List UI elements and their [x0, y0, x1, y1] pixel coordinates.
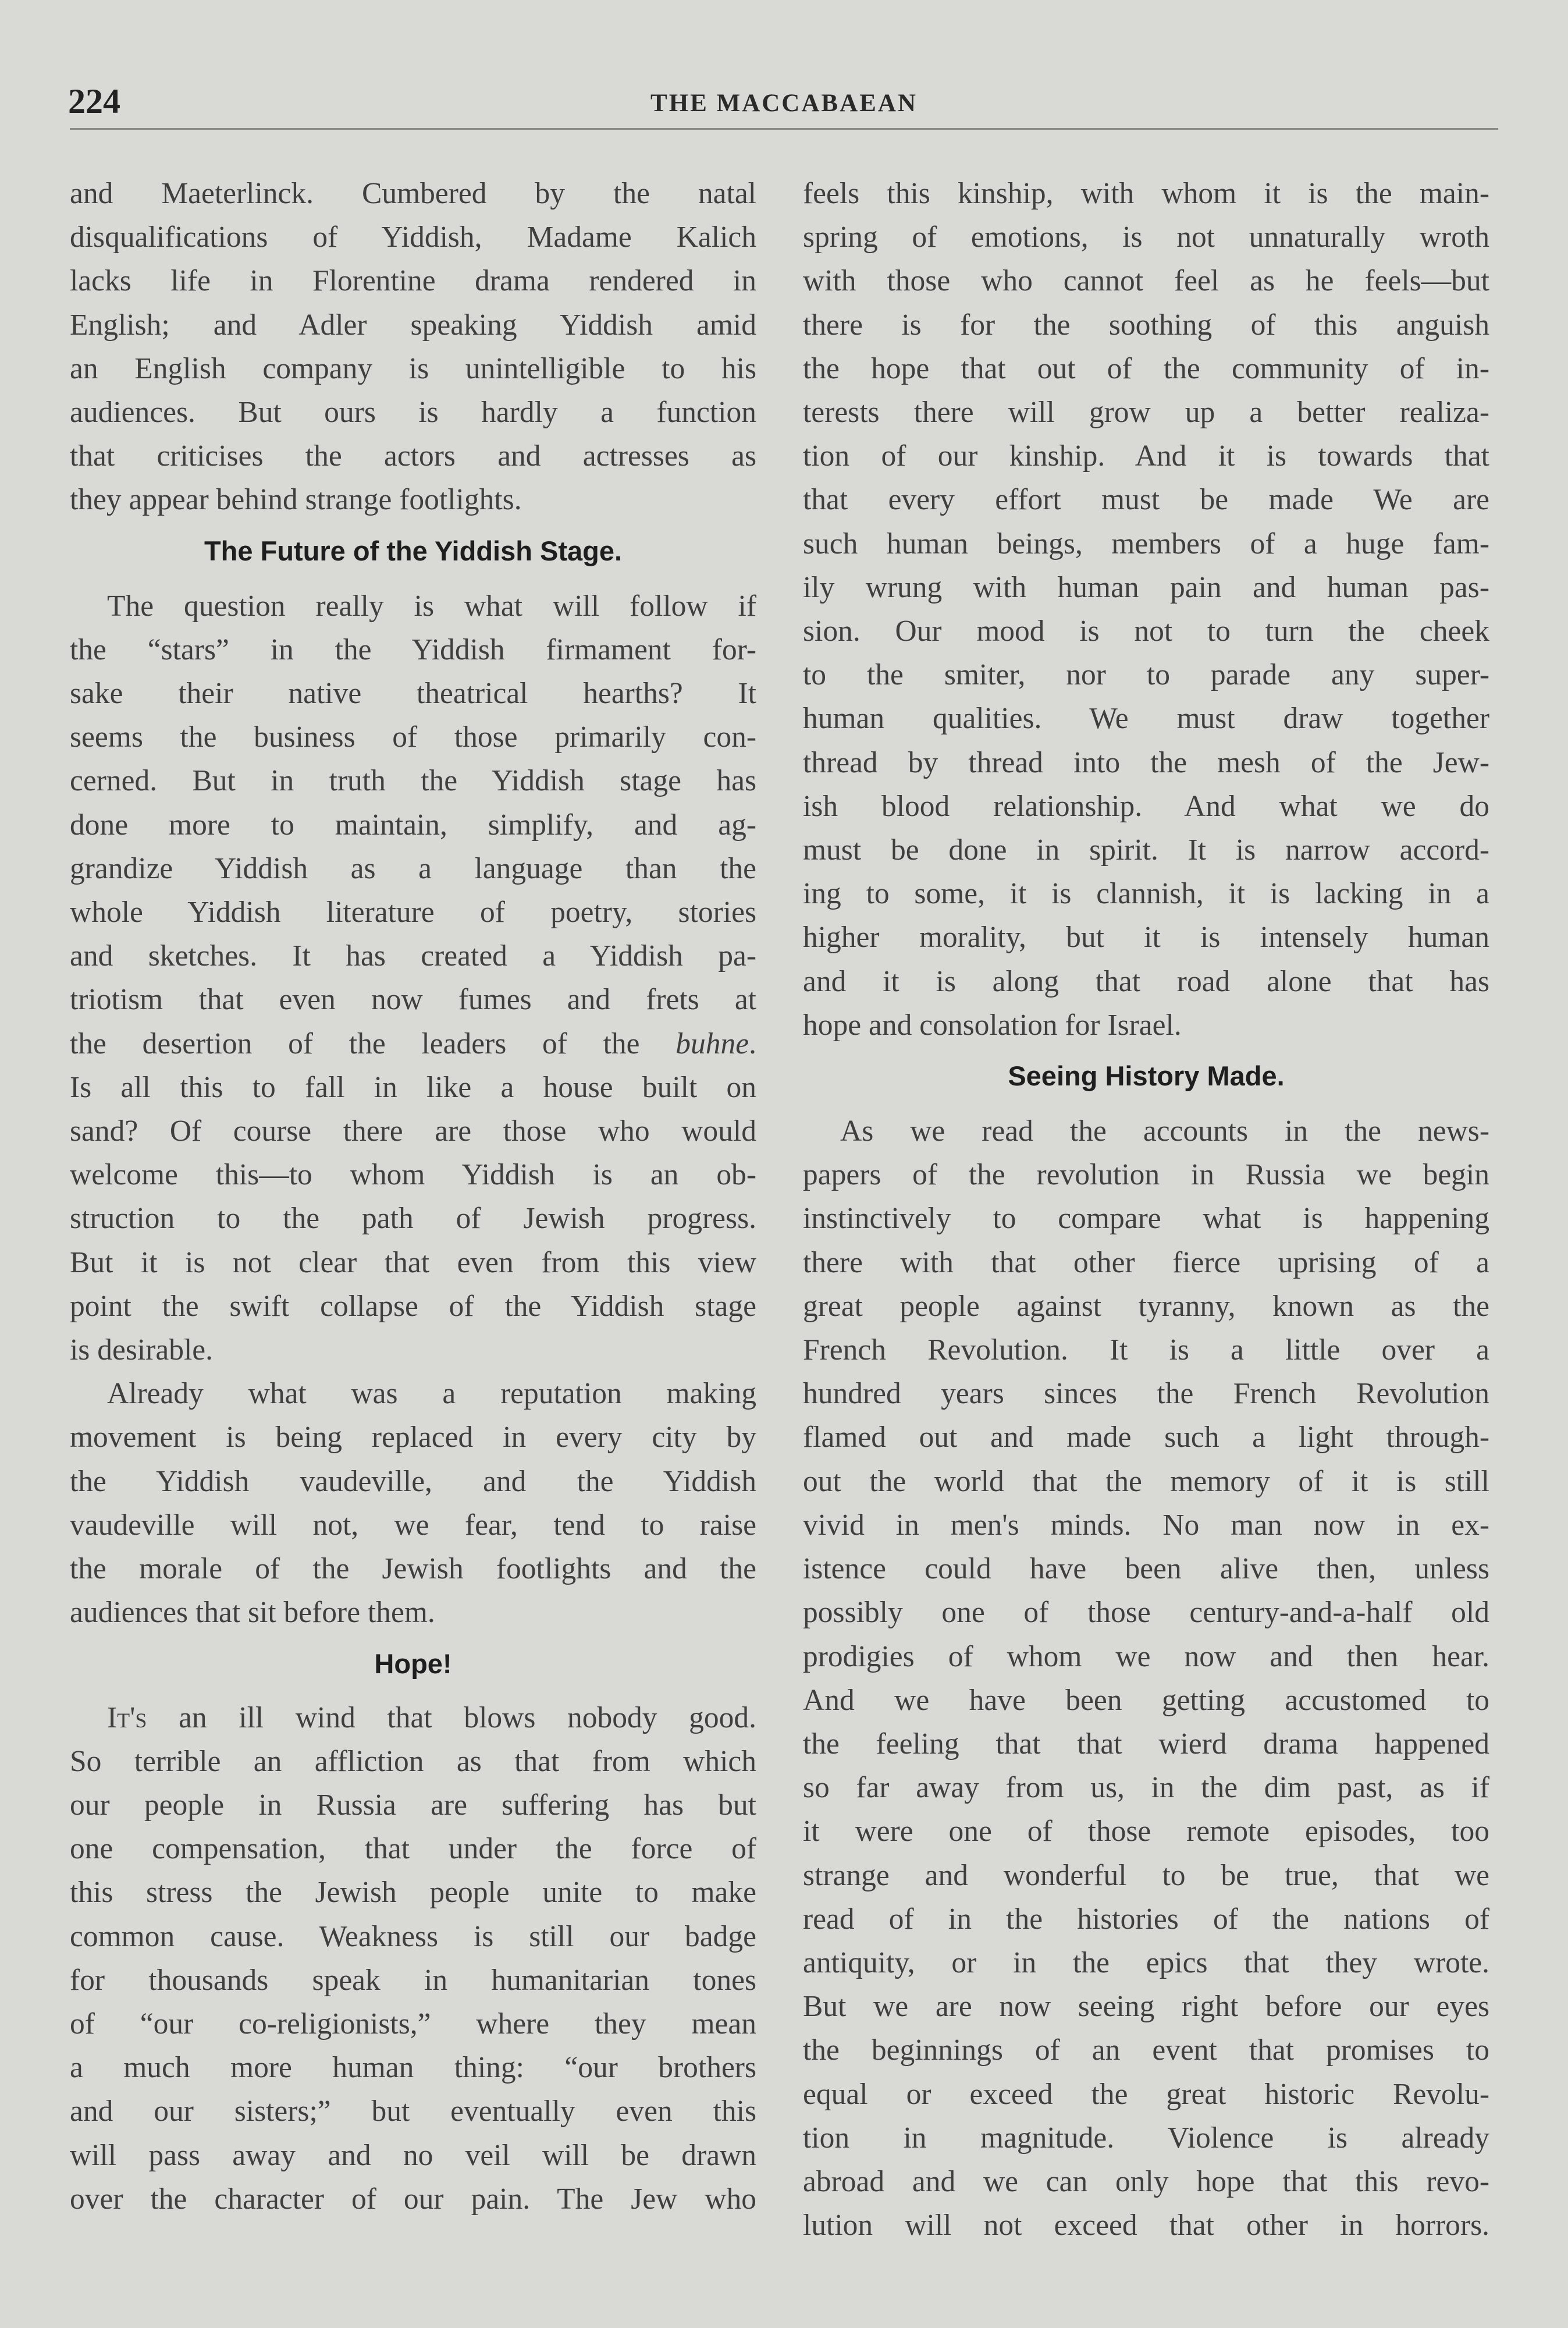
text-line: sake their native theatrical hearths? It: [70, 677, 756, 711]
text-line: they appear behind strange footlights.: [70, 483, 522, 517]
text-line: Already what was a reputation making: [107, 1377, 756, 1411]
text-line: so far away from us, in the dim past, as if: [803, 1771, 1489, 1805]
text-line: And we have been getting accustomed to: [803, 1683, 1489, 1717]
text-line: grandize Yiddish as a language than the: [70, 851, 756, 885]
text-line: thread by thread into the mesh of the Jew-: [803, 746, 1489, 779]
text-run: the desertion of the leaders of the: [70, 1027, 676, 1060]
text-line: hope and consolation for Israel.: [803, 1008, 1182, 1042]
text-line: out the world that the memory of it is still: [803, 1464, 1489, 1498]
text-line: done more to maintain, simplify, and ag-: [70, 808, 756, 842]
text-line: feels this kinship, with whom it is the main-: [803, 177, 1489, 210]
text-line: higher morality, but it is intensely human: [803, 921, 1489, 954]
text-line: audiences that sit before them.: [70, 1596, 435, 1630]
text-line: one compensation, that under the force of: [70, 1832, 756, 1866]
text-line: it were one of those remote episodes, too: [803, 1815, 1489, 1848]
text-line: spring of emotions, is not unnaturally wroth: [803, 221, 1489, 254]
text-line: terests there will grow up a better realiza-: [803, 396, 1489, 430]
text-line: possibly one of those century-and-a-half old: [803, 1596, 1489, 1630]
text-line: equal or exceed the great historic Revolu-: [803, 2077, 1489, 2111]
text-line: English; and Adler speaking Yiddish amid: [70, 308, 756, 342]
text-line: is desirable.: [70, 1333, 213, 1367]
text-line: sand? Of course there are those who would: [70, 1115, 756, 1148]
text-line: audiences. But ours is hardly a function: [70, 396, 756, 430]
text-line: there is for the soothing of this anguish: [803, 308, 1489, 342]
text-line: disqualifications of Yiddish, Madame Kalich: [70, 221, 756, 254]
text-line: prodigies of whom we now and then hear.: [803, 1639, 1489, 1673]
text-line: triotism that even now fumes and frets at: [70, 983, 756, 1017]
text-line: cerned. But in truth the Yiddish stage has: [70, 764, 756, 798]
text-line: ing to some, it is clannish, it is lacking in a: [803, 877, 1489, 911]
text-line: vivid in men's minds. No man now in ex-: [803, 1508, 1489, 1542]
text-line: of “our co-religionists,” where they mean: [70, 2007, 756, 2040]
text-line: our people in Russia are suffering has but: [70, 1788, 756, 1822]
text-line: seems the business of those primarily con-: [70, 721, 756, 754]
text-line: that criticises the actors and actresses as: [70, 439, 756, 473]
text-line: tion in magnitude. Violence is already: [803, 2121, 1489, 2155]
section-heading-seeing-history: Seeing History Made.: [1008, 1060, 1285, 1092]
text-line: strange and wonderful to be true, that we: [803, 1858, 1489, 1892]
yiddish-stage-paragraph-1: [70, 584, 756, 1372]
text-line: papers of the revolution in Russia we begin: [803, 1158, 1489, 1192]
text-line: common cause. Weakness is still our badge: [70, 1919, 756, 1953]
text-line: over the character of our pain. The Jew who: [70, 2182, 756, 2216]
text-line: to the smiter, nor to parade any super-: [803, 658, 1489, 692]
text-line: that every effort must be made We are: [803, 483, 1489, 517]
text-line: the Yiddish vaudeville, and the Yiddish: [70, 1464, 756, 1498]
section-heading-yiddish-stage: The Future of the Yiddish Stage.: [204, 535, 623, 566]
text-line: the beginnings of an event that promises to: [803, 2034, 1489, 2067]
text-line: movement is being replaced in every city by: [70, 1421, 756, 1454]
intro-paragraph: [70, 172, 756, 522]
text-line: The question really is what will follow if: [107, 589, 756, 623]
text-line: with those who cannot feel as he feels—but: [803, 264, 1489, 298]
text-run: .: [749, 1027, 756, 1060]
header-rule: [70, 128, 1498, 130]
text-line: and Maeterlinck. Cumbered by the natal: [70, 177, 756, 210]
left-column: [70, 172, 756, 2221]
text-line: tion of our kinship. And it is towards that: [803, 439, 1489, 473]
text-line: the feeling that that wierd drama happened: [803, 1727, 1489, 1761]
text-line: such human beings, members of a huge fam-: [803, 527, 1489, 560]
text-line: lacks life in Florentine drama rendered in: [70, 264, 756, 298]
text-line: [70, 1022, 756, 1066]
text-line: and our sisters;” but eventually even this: [70, 2095, 756, 2128]
text-line: and sketches. It has created a Yiddish pa-: [70, 939, 756, 973]
text-line: abroad and we can only hope that this revo-: [803, 2164, 1489, 2198]
text-line: French Revolution. It is a little over a: [803, 1333, 1489, 1367]
text-line: lution will not exceed that other in horrors.: [803, 2209, 1489, 2242]
text-line: an English company is unintelligible to his: [70, 352, 756, 385]
text-line: But we are now seeing right before our eyes: [803, 1990, 1489, 2024]
text-line: flamed out and made such a light through-: [803, 1421, 1489, 1454]
text-line: a much more human thing: “our brothers: [70, 2051, 756, 2085]
text-line: struction to the path of Jewish progress.: [70, 1202, 756, 1236]
text-line: the morale of the Jewish footlights and the: [70, 1552, 756, 1586]
hope-paragraph-continued: [803, 172, 1489, 1047]
text-line: the hope that out of the community of in-: [803, 352, 1489, 385]
text-line: ily wrung with human pain and human pas-: [803, 570, 1489, 604]
text-run: an ill wind that blows nobody good.: [147, 1701, 756, 1734]
right-column: [803, 172, 1489, 2247]
drop-word: It's: [107, 1701, 147, 1734]
text-line: point the swift collapse of the Yiddish stage: [70, 1289, 756, 1323]
running-title: THE MACCABAEAN: [650, 90, 918, 117]
text-line: Is all this to fall in like a house built on: [70, 1070, 756, 1104]
text-line: hundred years sinces the French Revolution: [803, 1377, 1489, 1411]
text-line: But it is not clear that even from this view: [70, 1245, 756, 1279]
italic-word-buhne: buhne: [675, 1027, 749, 1060]
text-line: will pass away and no veil will be drawn: [70, 2138, 756, 2172]
text-line: read of in the histories of the nations of: [803, 1902, 1489, 1936]
text-line: this stress the Jewish people unite to make: [70, 1876, 756, 1910]
text-line: [70, 1696, 756, 1740]
text-line: sion. Our mood is not to turn the cheek: [803, 615, 1489, 648]
text-line: and it is along that road alone that has: [803, 964, 1489, 998]
hope-paragraph: [70, 1696, 756, 2221]
text-line: whole Yiddish literature of poetry, stories: [70, 896, 756, 929]
text-line: welcome this—to whom Yiddish is an ob-: [70, 1158, 756, 1192]
text-line: the “stars” in the Yiddish firmament for-: [70, 633, 756, 666]
text-line: istence could have been alive then, unless: [803, 1552, 1489, 1586]
text-line: must be done in spirit. It is narrow accord-: [803, 833, 1489, 867]
text-line: for thousands speak in humanitarian tones: [70, 1963, 756, 1997]
text-line: human qualities. We must draw together: [803, 702, 1489, 736]
text-line: there with that other fierce uprising of a: [803, 1245, 1489, 1279]
text-line: As we read the accounts in the news-: [840, 1115, 1489, 1148]
text-line: vaudeville will not, we fear, tend to raise: [70, 1508, 756, 1542]
text-line: great people against tyranny, known as the: [803, 1289, 1489, 1323]
text-line: antiquity, or in the epics that they wrote.: [803, 1946, 1489, 1979]
text-line: So terrible an affliction as that from which: [70, 1744, 756, 1778]
seeing-history-paragraph: [803, 1109, 1489, 2247]
yiddish-stage-paragraph-2: [70, 1372, 756, 1634]
text-line: instinctively to compare what is happening: [803, 1202, 1489, 1236]
page-number: 224: [68, 82, 120, 120]
text-line: ish blood relationship. And what we do: [803, 789, 1489, 823]
section-heading-hope: Hope!: [374, 1648, 452, 1679]
